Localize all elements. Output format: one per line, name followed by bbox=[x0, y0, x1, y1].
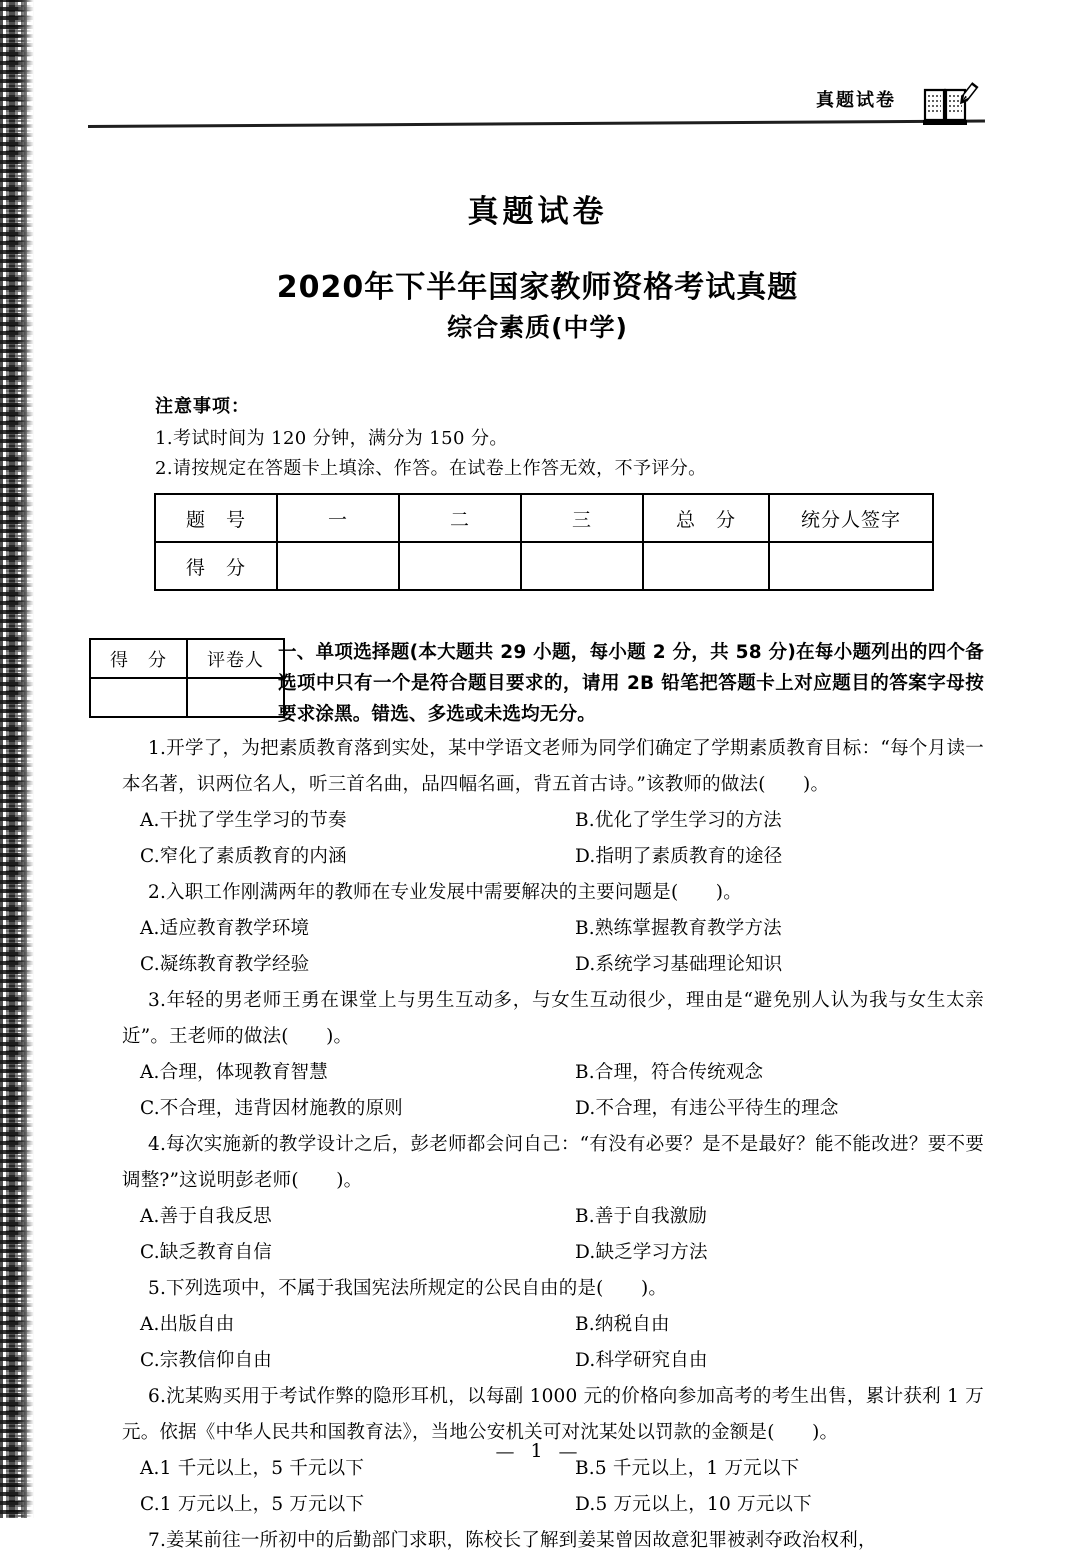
table-row-headers bbox=[90, 639, 284, 678]
score-table-row-label: 得 分 bbox=[155, 542, 277, 590]
question-option[interactable]: D.缺乏学习方法 bbox=[575, 1242, 708, 1263]
notice-item: 1.考试时间为 120 分钟，满分为 150 分。 bbox=[155, 428, 508, 449]
score-table-value-cell[interactable] bbox=[277, 542, 399, 590]
score-table-header-cell: 三 bbox=[521, 494, 643, 542]
footer-dash-left: — bbox=[495, 1441, 517, 1463]
question-stem: 5.下列选项中，不属于我国宪法所规定的公民自由的是( )。 bbox=[148, 1278, 668, 1299]
question-option[interactable]: B.5 千元以上，1 万元以下 bbox=[575, 1458, 800, 1479]
question-option[interactable]: B.纳税自由 bbox=[575, 1314, 670, 1335]
question-option[interactable]: D.不合理，有违公平待生的理念 bbox=[575, 1098, 839, 1119]
question-item bbox=[122, 1523, 984, 1559]
notice-block bbox=[155, 392, 985, 484]
score-table-value-cell[interactable] bbox=[521, 542, 643, 590]
page-number: 1 bbox=[530, 1440, 545, 1462]
question-option[interactable]: C.凝练教育教学经验 bbox=[140, 954, 310, 975]
table-row-headers bbox=[155, 494, 933, 542]
question-option[interactable]: C.不合理，违背因材施教的原则 bbox=[140, 1098, 403, 1119]
question-option[interactable]: A.适应教育教学环境 bbox=[140, 918, 310, 939]
question-option[interactable]: A.合理，体现教育智慧 bbox=[140, 1062, 328, 1083]
question-option[interactable]: D.系统学习基础理论知识 bbox=[575, 954, 783, 975]
question-option[interactable]: D.5 万元以上，10 万元以下 bbox=[575, 1494, 812, 1515]
exam-subtitle: 综合素质(中学) bbox=[447, 313, 628, 342]
question-item bbox=[122, 875, 984, 983]
question-option[interactable]: A.1 千元以上，5 千元以下 bbox=[140, 1458, 365, 1479]
question-item bbox=[122, 731, 984, 875]
grader-box-header-score: 得 分 bbox=[90, 639, 187, 678]
question-option[interactable]: A.善于自我反思 bbox=[140, 1206, 272, 1227]
question-options bbox=[122, 911, 984, 983]
question-stem: 4.每次实施新的教学设计之后，彭老师都会问自己：“有没有必要？是不是最好？能不能改进？要不要调整?”这说明彭老师( )。 bbox=[122, 1134, 984, 1191]
page-footer bbox=[0, 1440, 1075, 1463]
question-option[interactable]: B.熟练掌握教育教学方法 bbox=[575, 918, 782, 939]
running-header-title: 真题试卷 bbox=[816, 90, 896, 111]
score-table-header-cell: 一 bbox=[277, 494, 399, 542]
running-header bbox=[88, 86, 988, 140]
notice-item: 2.请按规定在答题卡上填涂、作答。在试卷上作答无效，不予评分。 bbox=[155, 458, 707, 479]
score-table-value-cell[interactable] bbox=[643, 542, 769, 590]
question-stem: 2.入职工作刚满两年的教师在专业发展中需要解决的主要问题是( )。 bbox=[148, 882, 742, 903]
question-stem: 3.年轻的男老师王勇在课堂上与男生互动多，与女生互动很少，理由是“避免别人认为我与女生太亲近”。王老师的做法( )。 bbox=[122, 990, 984, 1047]
question-list bbox=[122, 731, 984, 1559]
open-book-with-pen-icon bbox=[920, 80, 986, 132]
header-rule bbox=[88, 120, 985, 128]
question-option[interactable]: B.合理，符合传统观念 bbox=[575, 1062, 764, 1083]
question-options bbox=[122, 803, 984, 875]
question-stem: 7.姜某前往一所初中的后勤部门求职，陈校长了解到姜某曾因故意犯罪被剥夺政治权利， bbox=[148, 1530, 877, 1551]
section-heading: 一、单项选择题(本大题共 29 小题，每小题 2 分，共 58 分)在每小题列出的四个备选项中只有一个是符合题目要求的，请用 2B 铅笔把答题卡上对应题目的答案字母按要求涂黑。错选、多选或未选均无分。 bbox=[278, 642, 984, 725]
question-option[interactable]: C.窄化了素质教育的内涵 bbox=[140, 846, 347, 867]
page-title: 真题试卷 bbox=[467, 194, 608, 230]
question-option[interactable]: A.干扰了学生学习的节奏 bbox=[140, 810, 347, 831]
question-option[interactable]: B.善于自我激励 bbox=[575, 1206, 708, 1227]
score-table-value-cell[interactable] bbox=[399, 542, 521, 590]
question-item bbox=[122, 1127, 984, 1271]
footer-dash-right: — bbox=[558, 1441, 580, 1463]
question-item bbox=[122, 1271, 984, 1379]
exam-title: 2020年下半年国家教师资格考试真题 bbox=[276, 270, 799, 305]
question-option[interactable]: D.科学研究自由 bbox=[575, 1350, 708, 1371]
question-option[interactable]: C.1 万元以上，5 万元以下 bbox=[140, 1494, 365, 1515]
question-option[interactable]: A.出版自由 bbox=[140, 1314, 235, 1335]
question-stem: 1.开学了，为把素质教育落到实处，某中学语文老师为同学们确定了学期素质教育目标：“每个月读一本名著，识两位名人，听三首名曲，品四幅名画，背五首古诗。”该教师的做法( )。 bbox=[122, 738, 984, 795]
question-options bbox=[122, 1199, 984, 1271]
question-item bbox=[122, 983, 984, 1127]
question-option[interactable]: B.优化了学生学习的方法 bbox=[575, 810, 782, 831]
table-row-scores bbox=[155, 542, 933, 590]
grader-box-value-score[interactable] bbox=[90, 678, 187, 717]
table-row-values bbox=[90, 678, 284, 717]
question-options bbox=[122, 1307, 984, 1379]
score-table-header-cell: 二 bbox=[399, 494, 521, 542]
score-table-header-cell: 题 号 bbox=[155, 494, 277, 542]
grader-box-value-grader[interactable] bbox=[187, 678, 284, 717]
question-option[interactable]: C.缺乏教育自信 bbox=[140, 1242, 272, 1263]
score-table-value-cell[interactable] bbox=[769, 542, 933, 590]
question-options bbox=[122, 1055, 984, 1127]
score-table-header-cell: 总 分 bbox=[643, 494, 769, 542]
question-option[interactable]: D.指明了素质教育的途径 bbox=[575, 846, 783, 867]
question-option[interactable]: C.宗教信仰自由 bbox=[140, 1350, 272, 1371]
score-table-header-cell: 统分人签字 bbox=[769, 494, 933, 542]
grader-score-box bbox=[89, 638, 285, 718]
score-summary-table bbox=[154, 493, 934, 591]
notice-heading: 注意事项： bbox=[155, 396, 250, 417]
question-stem: 6.沈某购买用于考试作弊的隐形耳机，以每副 1000 元的价格向参加高考的考生出售，累计获利 1 万元。依据《中华人民共和国教育法》，当地公安机关可对沈某处以罚款的金额是( )。 bbox=[122, 1386, 984, 1443]
grader-box-header-grader: 评卷人 bbox=[187, 639, 284, 678]
